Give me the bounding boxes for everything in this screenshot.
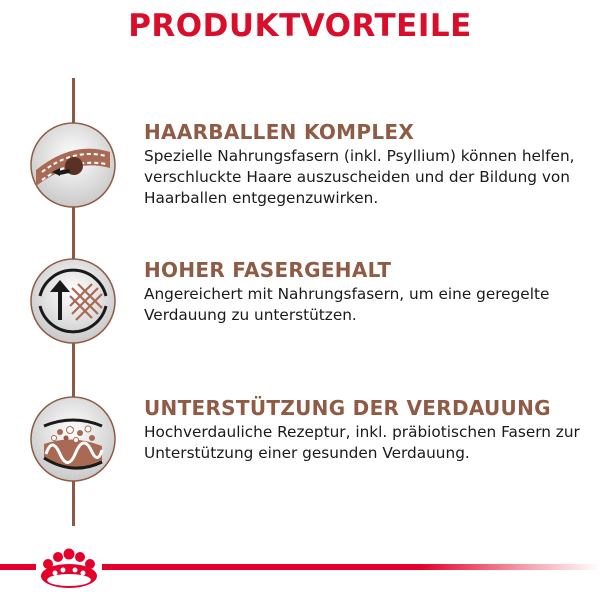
digestion-icon xyxy=(30,396,116,482)
fiber-arrow-icon xyxy=(30,258,116,344)
hairball-icon xyxy=(30,122,116,208)
item-description: Spezielle Nahrungsfasern (inkl. Psyllium) können helfen, verschluckte Haare auszuscheiden und der Bildung von Haarballen entgegenzuwirken. xyxy=(144,147,575,207)
item-heading: HAARBALLEN KOMPLEX xyxy=(144,120,415,144)
item-heading: HOHER FASERGEHALT xyxy=(144,258,392,282)
item-description: Hochverdauliche Rezeptur, inkl. präbiotischen Fasern zur Unterstützung einer gesunden Verdauung. xyxy=(144,423,580,462)
royal-canin-crown-logo xyxy=(36,540,102,596)
page-title: PRODUKTVORTEILE xyxy=(128,8,472,44)
item-heading: UNTERSTÜTZUNG DER VERDAUUNG xyxy=(144,396,551,420)
item-description: Angereichert mit Nahrungsfasern, um eine geregelte Verdauung zu unterstützen. xyxy=(144,285,550,324)
